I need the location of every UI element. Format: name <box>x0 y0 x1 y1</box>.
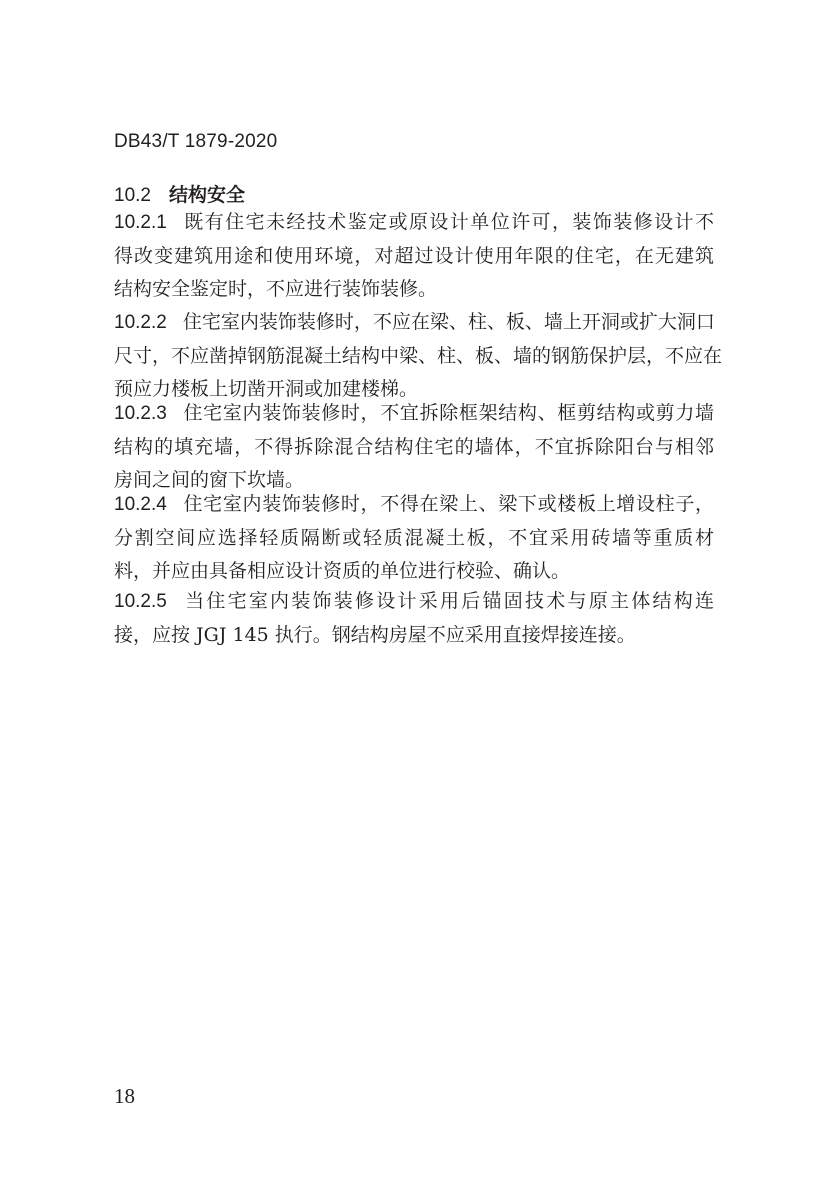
page-number: 18 <box>114 1084 135 1108</box>
clause-line: 10.2.2 住宅室内装饰装修时，不应在梁、柱、板、墙上开洞或扩大洞口 <box>114 311 715 333</box>
clause-line: 接，应按 JGJ 145 执行。钢结构房屋不应采用直接焊接连接。 <box>114 623 636 646</box>
clause-line: 10.2.5 当住宅室内装饰装修设计采用后锚固技术与原主体结构连 <box>114 590 714 612</box>
clause-line: 料，并应由具备相应设计资质的单位进行校验、确认。 <box>114 560 571 582</box>
clause-number: 10.2.5 <box>114 591 167 612</box>
clause-line: 10.2.3 住宅室内装饰装修时，不宜拆除框架结构、框剪结构或剪力墙 <box>114 402 714 424</box>
clause-number: 10.2.2 <box>114 312 167 333</box>
clause-line: 结构安全鉴定时，不应进行装饰装修。 <box>114 278 438 300</box>
clause-10-2-4 <box>114 488 714 589</box>
clause-line: 预应力楼板上切凿开洞或加建楼梯。 <box>114 378 419 400</box>
section-title: 结构安全 <box>168 184 245 206</box>
clause-number: 10.2.3 <box>114 403 167 424</box>
clause-line: 10.2.1 既有住宅未经技术鉴定或原设计单位许可，装饰装修设计不 <box>114 211 714 233</box>
clause-number: 10.2.1 <box>114 212 167 233</box>
clause-line: 得改变建筑用途和使用环境，对超过设计使用年限的住宅，在无建筑 <box>114 244 714 267</box>
section-number: 10.2 <box>114 185 151 206</box>
clause-number: 10.2.4 <box>114 494 167 515</box>
clause-line: 结构的填充墙，不得拆除混合结构住宅的墙体，不宜拆除阳台与相邻 <box>114 435 714 458</box>
clause-10-2-3 <box>114 397 714 498</box>
clause-line: 房间之间的窗下坎墙。 <box>114 469 305 491</box>
clause-10-2-5 <box>114 585 714 652</box>
clause-line: 尺寸，不应凿掉钢筋混凝土结构中梁、柱、板、墙的钢筋保护层，不应在 <box>114 344 723 367</box>
clause-10-2-2 <box>114 306 723 407</box>
clause-10-2-1 <box>114 206 714 307</box>
clause-line: 分割空间应选择轻质隔断或轻质混凝土板，不宜采用砖墙等重质材 <box>114 526 714 549</box>
clause-line: 10.2.4 住宅室内装饰装修时，不得在梁上、梁下或楼板上增设柱子， <box>114 493 714 515</box>
document-code: DB43/T 1879-2020 <box>114 131 278 152</box>
